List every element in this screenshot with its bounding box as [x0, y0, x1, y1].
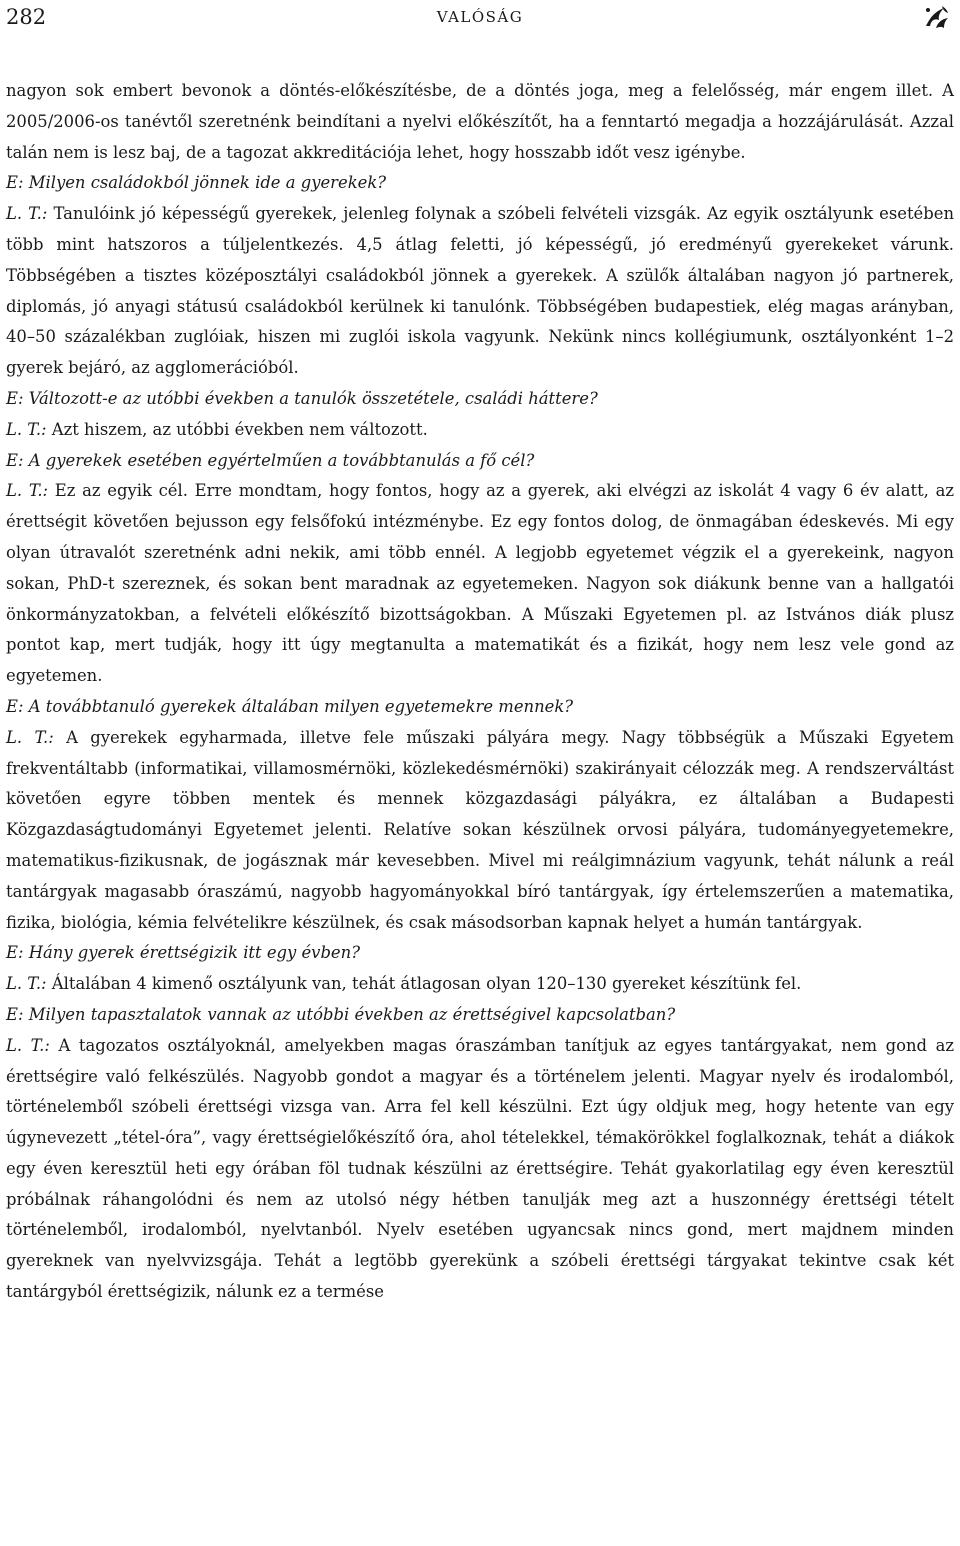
- interviewee-answer: [6, 476, 954, 692]
- speaker-label: L. T.:: [6, 974, 47, 994]
- fleuron-icon: [922, 2, 952, 32]
- speaker-label: L. T.:: [6, 481, 49, 501]
- answer-text: Azt hiszem, az utóbbi években nem változott.: [46, 419, 428, 439]
- interviewee-answer: [6, 723, 954, 939]
- interviewee-answer: [6, 1031, 954, 1308]
- paragraph: nagyon sok embert bevonok a döntés-előkészítésbe, de a döntés joga, meg a felelősség, már engem illet. A 2005/2006-os tanévtől szeretnénk beindítani a nyelvi előkészítőt, ha a fenntartó megadja a hozzájárulását. Azzal talán nem is lesz baj, de a tagozat akkreditációja lehet, hogy hosszabb időt vesz igénybe.: [6, 81, 954, 162]
- speaker-label: L. T.:: [6, 204, 48, 224]
- answer-text: Általában 4 kimenő osztályunk van, tehát átlagosan olyan 120–130 gyereket készítünk fel.: [46, 974, 802, 994]
- interviewer-question: E: Hány gyerek érettségizik itt egy évben?: [6, 943, 360, 963]
- interviewer-question: E: Változott-e az utóbbi években a tanulók összetétele, családi háttere?: [6, 388, 598, 408]
- interviewee-answer: [6, 415, 954, 446]
- speaker-label: L. T.:: [6, 727, 54, 747]
- speaker-label: L. T.:: [6, 1035, 50, 1055]
- interviewer-question: E: A gyerekek esetében egyértelműen a továbbtanulás a fő cél?: [6, 450, 535, 470]
- answer-text: A tagozatos osztályoknál, amelyekben magas óraszámban tanítjuk az egyes tantárgyakat, nem gond az érettségire való felkészülés. Nagyobb gondot a magyar és a történelem jelenti. Magyar nyelv és irodalomból, történelemből szóbeli érettségi vizsga van. Arra fel kell készülni. Ezt úgy oldjuk meg, hogy hetente van egy úgynevezett „tétel-óra”, vagy érettségielőkészítő óra, ahol tételekkel, témakörökkel foglalkoznak, tehát a diákok egy éven keresztül heti egy órában föl tudnak készülni az érettségire. Tehát gyakorlatilag egy éven keresztül próbálnak ráhangolódni és nem az utolsó négy hétben tanulják meg azt a huszonnégy érettségi tételt történelemből, irodalomból, nyelvtanból. Nyelv esetében ugyancsak nincs gond, mert majdnem minden gyereknek van nyelvvizsgája. Tehát a legtöbb gyerekünk a szóbeli érettségi tárgyakat tekintve csak két tantárgyból érettségizik, nálunk ez a termése: [6, 1035, 954, 1302]
- page-header: [0, 0, 960, 40]
- answer-text: Ez az egyik cél. Erre mondtam, hogy fontos, hogy az a gyerek, aki elvégzi az iskolát 4 vagy 6 év alatt, az érettségit követően bejusson egy felsőfokú intézménybe. Ez egy fontos dolog, de önmagában édeskevés. Mi egy olyan útravalót szeretnénk adni nekik, ami több ennél. A legjobb egyetemet végzik el a gyerekeink, nagyon sokan, PhD-t szereznek, és sokan bent maradnak az egyetemeken. Nagyon sok diákunk benne van a hallgatói önkormányzatokban, a felvételi előkészítő bizottságokban. A Műszaki Egyetemen pl. az Istvános diák plusz pontot kap, mert tudják, hogy itt úgy megtanulta a matematikát és a fizikát, hogy nem lesz vele gond az egyetemen.: [6, 481, 954, 686]
- interviewer-question: E: A továbbtanuló gyerekek általában milyen egyetemekre mennek?: [6, 696, 574, 716]
- interviewer-question: E: Milyen tapasztalatok vannak az utóbbi években az érettségivel kapcsolatban?: [6, 1004, 676, 1024]
- answer-text: A gyerekek egyharmada, illetve fele műszaki pályára megy. Nagy többségük a Műszaki Egyetem frekventáltabb (informatikai, villamosmérnöki, közlekedésmérnöki) szakirányait célozzák meg. A rendszerváltást követően egyre többen mentek és mennek közgazdasági pályákra, ez általában a Budapesti Közgazdaságtudományi Egyetemet jelenti. Relatíve sokan készülnek orvosi pályára, tudományegyetemekre, matematikus-fizikusnak, de jogásznak már kevesebben. Mivel mi reálgimnázium vagyunk, tehát nálunk a reál tantárgyak magasabb óraszámú, nagyobb hagyományokkal bíró tantárgyak, így értelemszerűen a matematika, fizika, biológia, kémia felvételikre készülnek, és csak másodsorban kapnak helyet a humán tantárgyak.: [6, 727, 954, 932]
- page-number: 282: [6, 5, 47, 29]
- article-body: [6, 76, 954, 1308]
- interviewer-question: E: Milyen családokból jönnek ide a gyerekek?: [6, 173, 387, 193]
- answer-text: Tanulóink jó képességű gyerekek, jelenleg folynak a szóbeli felvételi vizsgák. Az egyik osztályunk esetében több mint hatszoros a túljelentkezés. 4,5 átlag feletti, jó képességű, jó eredményű gyerekeket várunk. Többségében a tisztes középosztályi családokból jönnek a gyerekek. A szülők általában nagyon jó partnerek, diplomás, jó anyagi státusú családokból kerülnek ki tanulónk. Többségében budapestiek, elég magas arányban, 40–50 százalékban zuglóiak, hiszen mi zuglói iskola vagyunk. Nekünk nincs kollégiumunk, osztályonként 1–2 gyerek bejáró, az agglomerációból.: [6, 204, 955, 378]
- interviewee-answer: [6, 969, 954, 1000]
- running-title: VALÓSÁG: [436, 8, 524, 26]
- interviewee-answer: [6, 199, 954, 384]
- speaker-label: L. T.:: [6, 419, 47, 439]
